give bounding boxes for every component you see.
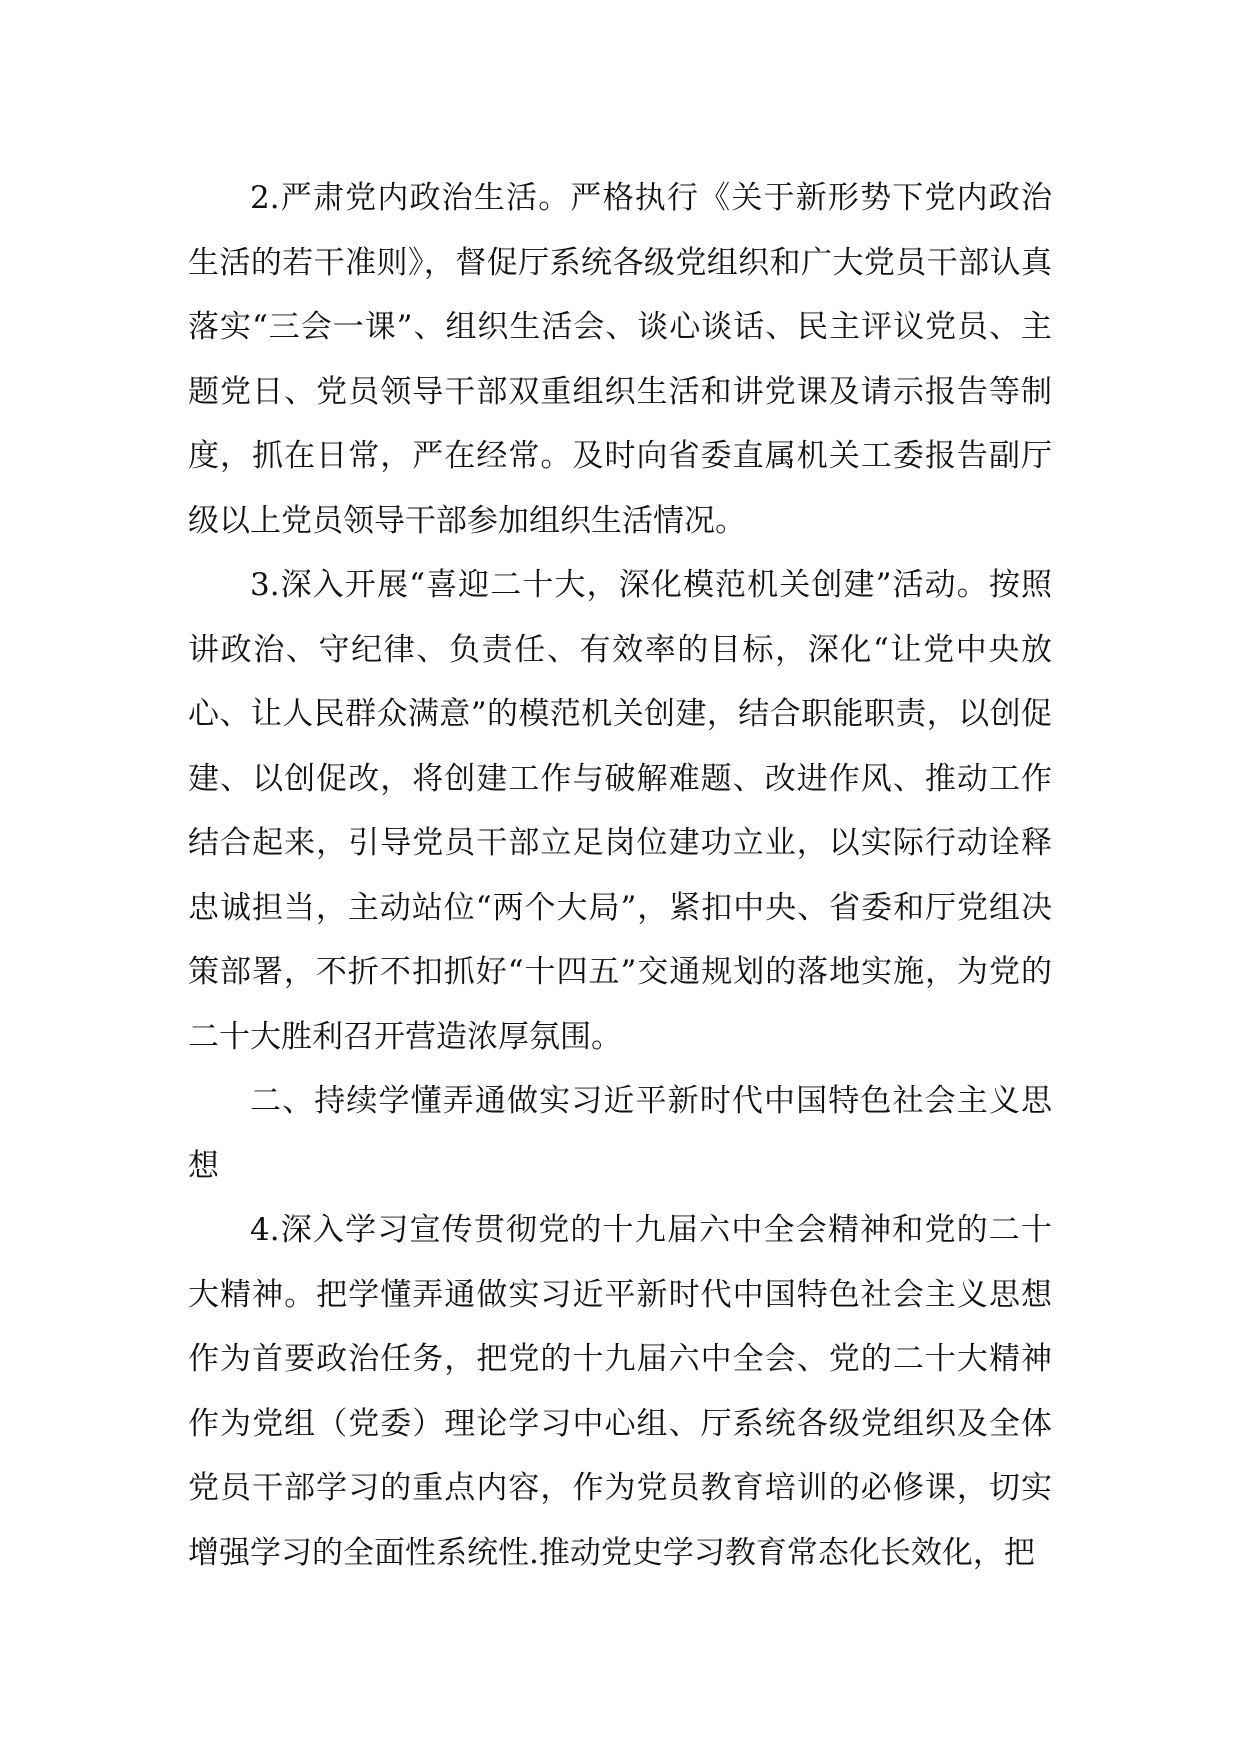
paragraph-strict-political-life: 2.严肃党内政治生活。严格执行《关于新形势下党内政治生活的若干准则》，督促厅系统各级党组织和广大党员干部认真落实“三会一课”、组织生活会、谈心谈话、民主评议党员、主题党日、党员领导干部双重组织生活和讲党课及请示报告等制度，抓在日常，严在经常。及时向省委直属机关工委报告副厅级以上党员领导干部参加组织生活情况。 [188, 180, 1052, 539]
paragraph-model-organ-campaign: 3.深入开展“喜迎二十大，深化模范机关创建”活动。按照讲政治、守纪律、负责任、有效率的目标，深化“让党中央放心、让人民群众满意”的模范机关创建，结合职能职责，以创促建、以创促改，将创建工作与破解难题、改进作风、推动工作结合起来，引导党员干部立足岗位建功立业，以实际行动诠释忠诚担当，主动站位“两个大局”，紧扣中央、省委和厅党组决策部署，不折不扣抓好“十四五”交通规划的落地实施，为党的二十大胜利召开营造浓厚氛围。 [188, 567, 1052, 1055]
section-heading-two: 二、持续学懂弄通做实习近平新时代中国特色社会主义思想 [188, 1083, 1052, 1184]
document-body [188, 166, 1052, 1585]
paragraph-study-sixth-plenum: 4.深入学习宣传贯彻党的十九届六中全会精神和党的二十大精神。把学懂弄通做实习近平新时代中国特色社会主义思想作为首要政治任务，把党的十九届六中全会、党的二十大精神作为党组（党委）理论学习中心组、厅系统各级党组织及全体党员干部学习的重点内容，作为党员教育培训的必修课，切实增强学习的全面性系统性.推动党史学习教育常态化长效化，把 [188, 1212, 1052, 1571]
